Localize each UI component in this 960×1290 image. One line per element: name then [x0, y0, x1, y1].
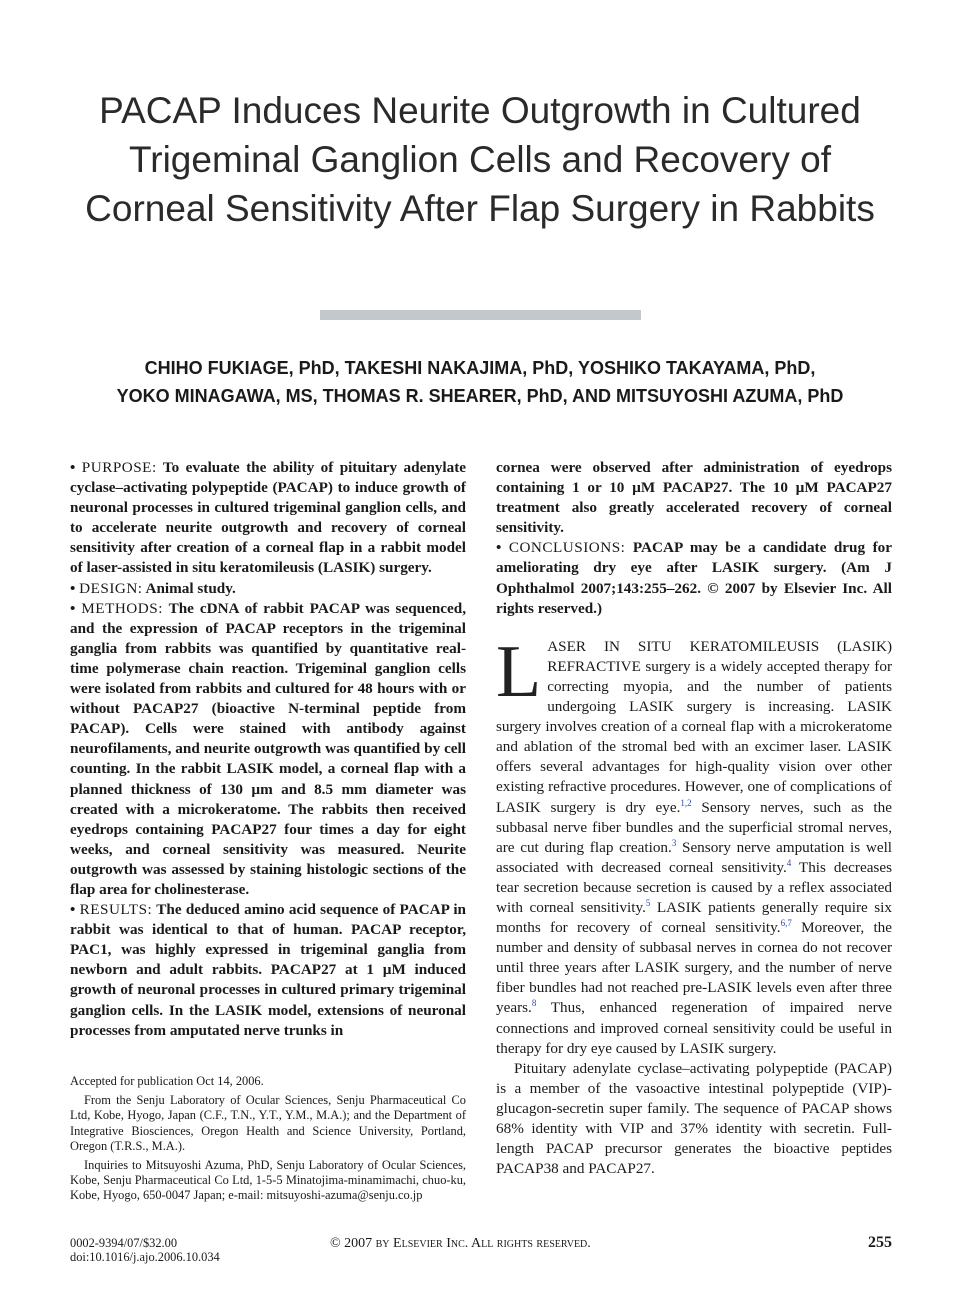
purpose-label: PURPOSE: [81, 459, 157, 476]
footer-copyright: © 2007 by Elsevier Inc. All rights reserved. [330, 1236, 591, 1251]
bullet-icon: • [70, 599, 82, 617]
abstract-conclusions [496, 538, 892, 618]
design-label: DESIGN: [79, 579, 143, 597]
reference-link[interactable]: 5 [645, 897, 651, 908]
right-column [496, 458, 892, 1179]
footer-identifiers [70, 1236, 220, 1264]
accepted-note: Accepted for publication Oct 14, 2006. [70, 1074, 264, 1088]
body-text: surgery is a widely accepted therapy for correcting myopia, and the number of patients undergoing LASIK surgery is increasing. LASIK surgery involves creation of a corneal flap with a microkeratome and ablation of the stromal bed with an excimer laser. LASIK offers several advantages for high-quality vision over other existing refractive procedures. However, one of complications of LASIK surgery is dry eye. [496, 657, 892, 816]
body-text: Thus, enhanced regeneration of impaired nerve connections and improved corneal sensitivity could be useful in therapy for dry eye caused by LASIK surgery. [496, 999, 892, 1057]
abstract-results [70, 900, 466, 1041]
authors-line-2: YOKO MINAGAWA, MS, THOMAS R. SHEARER, PhD, AND MITSUYOSHI AZUMA, PhD [116, 386, 844, 406]
reference-link[interactable]: 3 [671, 837, 677, 848]
purpose-text: To evaluate the ability of pituitary adenylate cyclase–activating polypeptide (PACAP) to induce growth of neuronal processes in cultured trigeminal ganglion cells, and to accelerate neurite outgrowth and recovery of corneal sensitivity after creation of a corneal flap in a rabbit model of laser-assisted in situ keratomileusis (LASIK) surgery. [70, 459, 466, 577]
abstract-design [70, 579, 466, 599]
body-text: Sensory nerves, such as the subbasal nerve fiber bundles and the superficial stromal nerves, are cut during flap creation. [496, 798, 892, 856]
article-body [496, 630, 893, 1180]
abstract-methods [70, 599, 466, 900]
bullet-icon: • [70, 579, 80, 597]
reference-link[interactable]: 1,2 [680, 797, 692, 808]
affiliation-note: From the Senju Laboratory of Ocular Sciences, Senju Pharmaceutical Co Ltd, Kobe, Hyogo, Japan (C.F., T.N., Y.T., Y.M., M.A.); and the Department of Integrative Biosciences, Oregon Health and Science University, Portland, Oregon (T.R.S., M.A.). [70, 1093, 466, 1153]
bullet-icon: • [496, 539, 509, 557]
bullet-icon: • [70, 901, 80, 919]
reference-link[interactable]: 6,7 [780, 918, 792, 928]
body-text: Sensory nerve amputation is well associated with decreased corneal sensitivity. [496, 838, 893, 876]
design-text: Animal study. [145, 579, 236, 597]
authors-line-1: CHIHO FUKIAGE, PhD, TAKESHI NAKAJIMA, PhD, YOSHIKO TAKAYAMA, PhD, [144, 358, 816, 378]
article-title: PACAP Induces Neurite Outgrowth in Cultured Trigeminal Ganglion Cells and Recovery of Corneal Sensitivity After Flap Surgery in Rabbits [85, 90, 875, 229]
abstract-purpose [70, 458, 466, 579]
body-paragraph-2: Pituitary adenylate cyclase–activating polypeptide (PACAP) is a member of the vasoactive intestinal polypeptide (VIP)-glucagon-secretin super family. The sequence of PACAP shows 68% identity with VIP and 37% identity with secretin. Full-length PACAP precursor generates the bioactive peptides PACAP38 and PACAP27. [496, 1059, 892, 1178]
results-label: RESULTS: [79, 901, 153, 919]
body-text: This decreases tear secretion because secretion is caused by a reflex associated with corneal sensitivity. [496, 858, 892, 916]
inquiries-note: Inquiries to Mitsuyoshi Azuma, PhD, Senju Laboratory of Ocular Sciences, Kobe, Senju Pharmaceutical Co Ltd, 1-5-5 Minatojima-minamimachi, chuo-ku, Kobe, Hyogo, 650-0047 Japan; e-mail: mitsuyoshi-azuma@senju.co.jp [70, 1158, 466, 1203]
conclusions-text: PACAP may be a candidate drug for ameliorating dry eye after LASIK surgery. [496, 539, 892, 577]
reference-link[interactable]: 8 [531, 998, 537, 1009]
drop-cap: L [496, 630, 542, 713]
issn: 0002-9394/07/$32.00 [70, 1236, 178, 1250]
doi: doi:10.1016/j.ajo.2006.10.034 [70, 1250, 220, 1264]
author-list [60, 354, 900, 410]
methods-text: The cDNA of rabbit PACAP was sequenced, and the expression of PACAP receptors in the trigeminal ganglia from rabbits was quantified by quantitative real-time polymerase chain reaction. Trigeminal ganglion cells were isolated from rabbits and cultured for 48 hours with or without PACAP27 (bioactive N-terminal peptide from PACAP). Cells were stained with antibody against neurofilaments, and neurite outgrowth was quantified by cell counting. In the rabbit LASIK model, a corneal flap with a planned thickness of 130 µm and 8.5 mm diameter was created with a microkeratome. The rabbits then received eyedrops containing PACAP27 four times a day for eight weeks, and corneal sensitivity was measured. Neurite outgrowth was assessed by staining histologic sections of the flap area for cholinesterase. [70, 599, 467, 898]
conclusions-label: CONCLUSIONS: [508, 539, 626, 557]
abstract-right-part [496, 458, 892, 619]
page-number: 255 [868, 1234, 892, 1251]
body-paragraph-1 [496, 630, 893, 1059]
reference-link[interactable]: 4 [786, 857, 792, 868]
results-text: The deduced amino acid sequence of PACAP in rabbit was identical to that of human. PACAP receptor, PAC1, was highly expressed in trigeminal ganglia from newborn and adult rabbits. PACAP27 at 1 µM induced growth of neuronal processes in cultured primary trigeminal ganglion cells. In the LASIK model, extensions of neuronal processes from amputated nerve trunks in [70, 901, 466, 1039]
methods-label: METHODS: [81, 599, 163, 617]
title-rule [320, 310, 641, 320]
results-continued: cornea were observed after administration of eyedrops containing 1 or 10 µM PACAP27. The 10 µM PACAP27 treatment also greatly accelerated recovery of corneal sensitivity. [496, 459, 892, 537]
bullet-icon: • [70, 459, 82, 476]
article-footnotes [70, 1074, 466, 1208]
body-text: LASIK patients generally require six months for recovery of corneal sensitivity. [496, 898, 892, 937]
body-text: Moreover, the number and density of subbasal nerves in cornea do not recover until three years after LASIK surgery, and the number of nerve fiber bundles had not reached pre-LASIK levels even after three years. [496, 919, 892, 1017]
abstract-left-column [70, 458, 466, 1041]
abstract-citation: (Am J Ophthalmol 2007;143:255–262. © 2007 by Elsevier Inc. All rights reserved.) [496, 559, 892, 617]
lead-in: ASER IN SITU KERATOMILEUSIS (LASIK) REFRACTIVE [547, 637, 892, 675]
